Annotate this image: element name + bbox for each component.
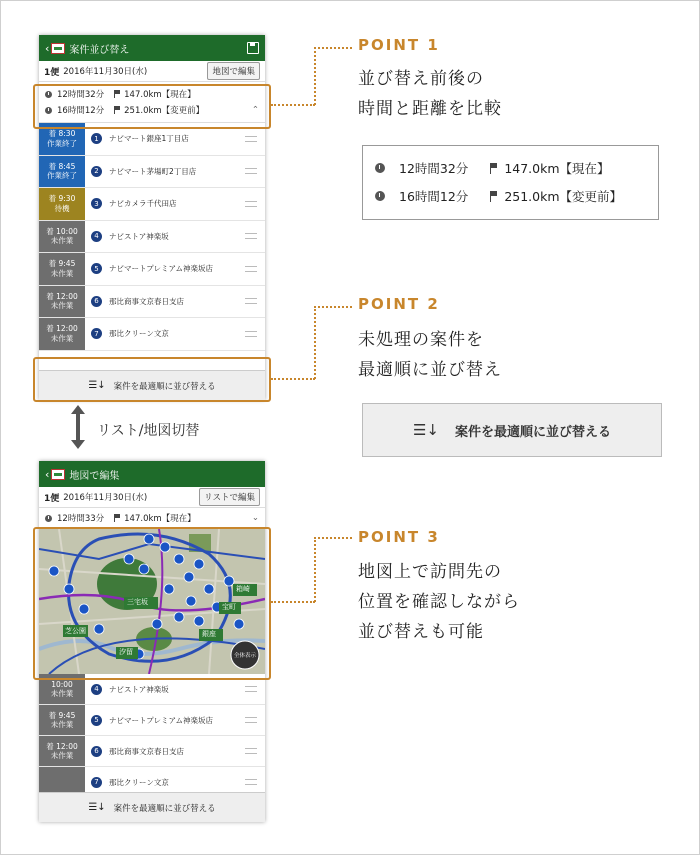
show-all-button[interactable]: 全体表示 — [233, 653, 256, 659]
sort-button-label: 案件を最適順に並び替える — [113, 803, 216, 814]
arrival-time: 着 9:45 — [48, 259, 76, 269]
order-number: 4 — [91, 231, 102, 242]
status-text: 未作業 — [50, 236, 74, 246]
order-number: 3 — [91, 198, 102, 209]
drag-handle-icon[interactable] — [245, 266, 257, 272]
comparison-distance: 147.0km【現在】 — [504, 161, 610, 176]
list-item[interactable] — [39, 705, 265, 736]
point-3-line-2: 位置を確認しながら — [358, 592, 520, 612]
status-text: 未作業 — [50, 333, 74, 343]
chevron-down-icon[interactable]: ⌄ — [251, 513, 259, 523]
drag-handle-icon[interactable] — [245, 136, 257, 142]
destination-name: ナビマート銀座1丁目店 — [109, 134, 189, 144]
app-bar — [39, 35, 265, 61]
point-3-title: POINT 3 — [358, 528, 440, 546]
flag-icon — [490, 163, 496, 174]
status-badge — [39, 318, 85, 350]
destination-name: ナビマートプレミアム神楽坂店 — [109, 715, 213, 725]
point-2-title: POINT 2 — [358, 295, 440, 313]
status-badge — [39, 188, 85, 220]
drag-handle-icon[interactable] — [245, 331, 257, 337]
drag-handle-icon[interactable] — [245, 201, 257, 207]
arrival-time: 着 12:00 — [46, 291, 78, 301]
summary-distance: 147.0km【現在】 — [124, 514, 196, 524]
destination-name: 那比商事文京春日支店 — [109, 746, 184, 756]
screen-title: 案件並び替え — [69, 44, 130, 56]
order-number: 5 — [91, 715, 102, 726]
sort-optimal-button[interactable] — [39, 792, 265, 822]
switch-label: リスト/地図切替 — [97, 423, 200, 439]
point-1-line-1: 並び替え前後の — [358, 69, 484, 89]
drag-handle-icon[interactable] — [245, 779, 257, 785]
destination-name: ナビマート茅場町2丁目店 — [109, 166, 197, 176]
order-number: 7 — [91, 777, 102, 788]
arrival-time: 着 8:45 — [48, 161, 76, 171]
destination-name: 那比クリーン文京 — [109, 777, 169, 787]
status-text: 未作業 — [50, 689, 74, 698]
app-logo-icon — [51, 469, 65, 480]
order-number: 5 — [91, 263, 102, 274]
bin-label: 1便 — [44, 67, 60, 78]
highlight-sort-button — [33, 357, 271, 402]
status-text: 未作業 — [50, 751, 74, 760]
map-label-miyakezaka: 三宅坂 — [127, 598, 148, 606]
sort-button-illustration — [362, 403, 662, 457]
destination-name: ナビカメラ千代田店 — [109, 199, 177, 209]
status-badge — [39, 253, 85, 285]
map-label-shiodome: 汐留 — [119, 648, 133, 656]
status-text: 待機 — [54, 203, 70, 213]
drag-handle-icon[interactable] — [245, 233, 257, 239]
status-badge — [39, 221, 85, 253]
arrival-time: 着 12:00 — [46, 741, 78, 751]
connector-line — [271, 378, 315, 380]
date-bar — [39, 487, 265, 508]
drag-handle-icon[interactable] — [245, 686, 257, 692]
back-icon[interactable]: ‹ — [45, 467, 50, 481]
swap-arrow-icon — [70, 405, 86, 449]
screen-title: 地図で編集 — [69, 470, 120, 482]
list-item[interactable] — [39, 188, 265, 221]
order-number: 2 — [91, 166, 102, 177]
arrival-time: 着 9:45 — [48, 710, 76, 720]
point-1-line-2: 時間と距離を比較 — [358, 99, 502, 119]
app-bar — [39, 461, 265, 487]
comparison-time: 16時間12分 — [399, 189, 469, 204]
sort-icon: ☰↓ — [88, 802, 106, 813]
connector-line — [314, 47, 352, 49]
summary-current — [45, 510, 259, 526]
status-text: 未作業 — [50, 720, 74, 729]
clock-icon — [375, 191, 385, 201]
save-icon[interactable] — [247, 42, 259, 54]
summary-time: 12時間33分 — [57, 514, 105, 524]
summary-distance: 147.0km【現在】 — [124, 90, 196, 100]
order-number: 4 — [91, 684, 102, 695]
highlight-map — [33, 527, 271, 680]
point-1-title: POINT 1 — [358, 36, 440, 54]
comparison-current — [375, 154, 646, 182]
point-2-line-1: 未処理の案件を — [358, 330, 484, 350]
status-text: 未作業 — [50, 301, 74, 311]
order-number: 7 — [91, 328, 102, 339]
sort-icon: ☰↓ — [88, 380, 106, 391]
point-2-line-2: 最適順に並び替え — [358, 360, 502, 380]
arrival-time: 着 8:30 — [48, 129, 76, 139]
arrival-time: 着 12:00 — [46, 324, 78, 334]
job-list — [39, 123, 265, 351]
drag-handle-icon[interactable] — [245, 717, 257, 723]
point-1-description — [358, 64, 502, 124]
comparison-time: 12時間32分 — [399, 161, 469, 176]
sort-button-illustration-label: 案件を最適順に並び替える — [455, 424, 612, 440]
destination-name: ナビストア神楽坂 — [109, 684, 169, 694]
status-badge — [39, 156, 85, 188]
date-label: 2016年11月30日(水) — [63, 493, 148, 503]
date-label: 2016年11月30日(水) — [63, 67, 148, 77]
order-number: 1 — [91, 133, 102, 144]
flag-icon — [490, 191, 496, 202]
summary-time: 16時間12分 — [57, 106, 105, 116]
drag-handle-icon[interactable] — [245, 168, 257, 174]
point-2-description — [358, 325, 502, 385]
clock-icon — [45, 515, 52, 522]
point-3-line-1: 地図上で訪問先の — [358, 562, 502, 582]
drag-handle-icon[interactable] — [245, 298, 257, 304]
arrival-time: 着 10:00 — [46, 226, 78, 236]
arrival-time: 10:00 — [51, 679, 73, 689]
list-item[interactable] — [39, 156, 265, 189]
map-label-shibakoen: 芝公園 — [65, 627, 86, 635]
destination-name: 那比クリーン文京 — [109, 329, 169, 339]
list-item[interactable] — [39, 286, 265, 319]
order-number: 6 — [91, 746, 102, 757]
list-edit-button[interactable]: リストで編集 — [199, 488, 260, 506]
sort-button-label: 案件を最適順に並び替える — [113, 381, 216, 392]
drag-handle-icon[interactable] — [245, 748, 257, 754]
connector-line — [314, 306, 352, 308]
back-icon[interactable]: ‹ — [45, 41, 50, 55]
status-badge — [39, 705, 85, 735]
status-text: 未作業 — [50, 268, 74, 278]
connector-line — [271, 601, 315, 603]
clock-icon — [375, 163, 385, 173]
date-bar — [39, 61, 265, 82]
arrival-time: 着 9:30 — [48, 194, 76, 204]
summary-time: 12時間32分 — [57, 90, 105, 100]
flag-icon — [114, 514, 120, 522]
status-text: 作業終了 — [47, 138, 77, 148]
order-number: 6 — [91, 296, 102, 307]
destination-name: 那比商事文京春日支店 — [109, 296, 184, 306]
destination-name: ナビストア神楽坂 — [109, 231, 169, 241]
comparison-box — [362, 145, 659, 220]
highlight-summary — [33, 84, 271, 129]
list-item[interactable] — [39, 736, 265, 767]
job-list — [39, 674, 265, 798]
chevron-up-icon[interactable]: ⌃ — [251, 105, 259, 115]
list-item[interactable] — [39, 221, 265, 254]
map-label-hakozaki: 箱崎 — [236, 585, 250, 593]
bin-label: 1便 — [44, 493, 60, 504]
status-badge — [39, 286, 85, 318]
connector-line — [314, 537, 352, 539]
comparison-distance: 251.0km【変更前】 — [504, 189, 623, 204]
sort-icon: ☰↓ — [412, 421, 439, 439]
status-text: 作業終了 — [47, 171, 77, 181]
list-item[interactable] — [39, 253, 265, 286]
app-logo-icon — [51, 43, 65, 54]
map-edit-button[interactable]: 地図で編集 — [207, 62, 260, 80]
list-item[interactable] — [39, 318, 265, 351]
connector-line — [314, 537, 316, 602]
connector-line — [314, 47, 316, 105]
status-badge — [39, 736, 85, 766]
route-summary[interactable] — [39, 508, 265, 529]
comparison-before — [375, 182, 646, 210]
destination-name: ナビマートプレミアム神楽坂店 — [109, 264, 213, 274]
point-3-description — [358, 557, 520, 647]
summary-distance: 251.0km【変更前】 — [124, 106, 205, 116]
connector-line — [271, 104, 315, 106]
map-label-takaracho: 宝町 — [222, 603, 236, 611]
map-label-ginza: 銀座 — [202, 630, 216, 638]
point-3-line-3: 並び替えも可能 — [358, 622, 484, 642]
connector-line — [314, 306, 316, 379]
